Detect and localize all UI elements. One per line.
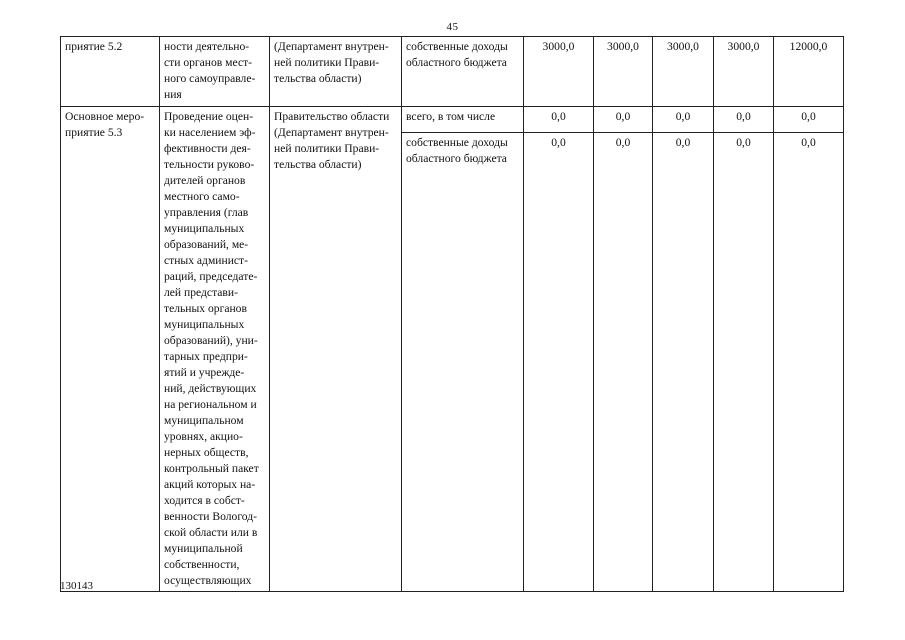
activity-line: тельных органов bbox=[164, 302, 247, 315]
activity-line: управления (глав bbox=[164, 206, 249, 219]
activity-line: образований), уни- bbox=[164, 334, 258, 347]
activity-line: тельности руково- bbox=[164, 158, 255, 171]
executor-line: ней политики Прави- bbox=[274, 142, 380, 155]
executor-line: Правительство области bbox=[274, 110, 390, 123]
activity-line: ний, действующих bbox=[164, 382, 257, 395]
activity-line: муниципальной bbox=[164, 542, 243, 555]
activity-line: ния bbox=[164, 88, 182, 101]
activity-line: ности деятельно- bbox=[164, 40, 250, 53]
activity-line: фективности дея- bbox=[164, 142, 251, 155]
value-cell: 0,0 bbox=[524, 107, 594, 133]
activity-line: акций которых на- bbox=[164, 478, 256, 491]
funding-source-cell bbox=[402, 107, 524, 133]
executor-line: ней политики Прави- bbox=[274, 56, 380, 69]
value-cell: 0,0 bbox=[714, 132, 774, 591]
activity-line: образований, ме- bbox=[164, 238, 249, 251]
funding-line: собственные доходы bbox=[406, 135, 508, 149]
funding-line: областного бюджета bbox=[406, 56, 507, 69]
value-cell: 0,0 bbox=[524, 132, 594, 591]
activity-line: муниципальных bbox=[164, 318, 245, 331]
funding-source-cell bbox=[402, 132, 524, 591]
value-cell: 3000,0 bbox=[714, 37, 774, 107]
value-cell: 0,0 bbox=[714, 107, 774, 133]
activity-line: ской области или в bbox=[164, 526, 258, 539]
document-code: 130143 bbox=[60, 580, 93, 592]
executor-line: тельства области) bbox=[274, 72, 362, 85]
activity-line: сти органов мест- bbox=[164, 56, 253, 69]
executor-line: (Департамент внутрен- bbox=[274, 126, 389, 139]
activity-line: лей представи- bbox=[164, 286, 238, 299]
value-total-cell: 0,0 bbox=[774, 107, 844, 133]
activity-line: стных админист- bbox=[164, 254, 248, 267]
value-cell: 3000,0 bbox=[524, 37, 594, 107]
table-row bbox=[61, 107, 844, 133]
activity-cell bbox=[160, 107, 270, 592]
activity-cell bbox=[160, 37, 270, 107]
activity-line: дителей органов bbox=[164, 174, 246, 187]
activity-line: муниципальном bbox=[164, 414, 244, 427]
funding-source-cell bbox=[402, 37, 524, 107]
activity-line: осуществляющих bbox=[164, 574, 252, 587]
activity-line: на региональном и bbox=[164, 398, 257, 411]
value-cell: 0,0 bbox=[594, 132, 653, 591]
measure-line: приятие 5.3 bbox=[65, 126, 123, 139]
activity-line: местного само- bbox=[164, 190, 240, 203]
activity-line: ного самоуправле- bbox=[164, 72, 256, 85]
funding-line: областного бюджета bbox=[406, 151, 507, 165]
value-cell: 0,0 bbox=[594, 107, 653, 133]
activity-line: контрольный пакет bbox=[164, 462, 259, 475]
activity-line: ки населением эф- bbox=[164, 126, 256, 139]
executor-line: тельства области) bbox=[274, 158, 362, 171]
value-total-cell: 12000,0 bbox=[774, 37, 844, 107]
activity-line: Проведение оцен- bbox=[164, 110, 254, 123]
measure-line: Основное меро- bbox=[65, 110, 145, 123]
value-cell: 3000,0 bbox=[594, 37, 653, 107]
executor-line: (Департамент внутрен- bbox=[274, 40, 389, 53]
activity-line: собственности, bbox=[164, 558, 240, 571]
activity-line: венности Вологод- bbox=[164, 510, 258, 523]
funding-line: собственные доходы bbox=[406, 40, 508, 53]
measure-cell bbox=[61, 37, 160, 107]
activity-line: нерных обществ, bbox=[164, 446, 249, 459]
funding-line: всего, в том числе bbox=[406, 110, 496, 123]
value-cell: 0,0 bbox=[653, 107, 714, 133]
value-cell: 3000,0 bbox=[653, 37, 714, 107]
measure-cell bbox=[61, 107, 160, 592]
activity-line: ятий и учрежде- bbox=[164, 366, 245, 379]
page-number: 45 bbox=[446, 21, 459, 33]
table-row bbox=[61, 37, 844, 107]
activity-line: уровнях, акцио- bbox=[164, 430, 243, 443]
value-total-cell: 0,0 bbox=[774, 132, 844, 591]
activity-line: муниципальных bbox=[164, 222, 245, 235]
activity-line: тарных предпри- bbox=[164, 350, 248, 363]
activity-line: ходится в собст- bbox=[164, 494, 245, 507]
value-cell: 0,0 bbox=[653, 132, 714, 591]
executor-cell bbox=[270, 107, 402, 592]
measure-line: приятие 5.2 bbox=[65, 40, 123, 53]
executor-cell bbox=[270, 37, 402, 107]
budget-table bbox=[60, 36, 844, 592]
activity-line: раций, председате- bbox=[164, 270, 258, 283]
